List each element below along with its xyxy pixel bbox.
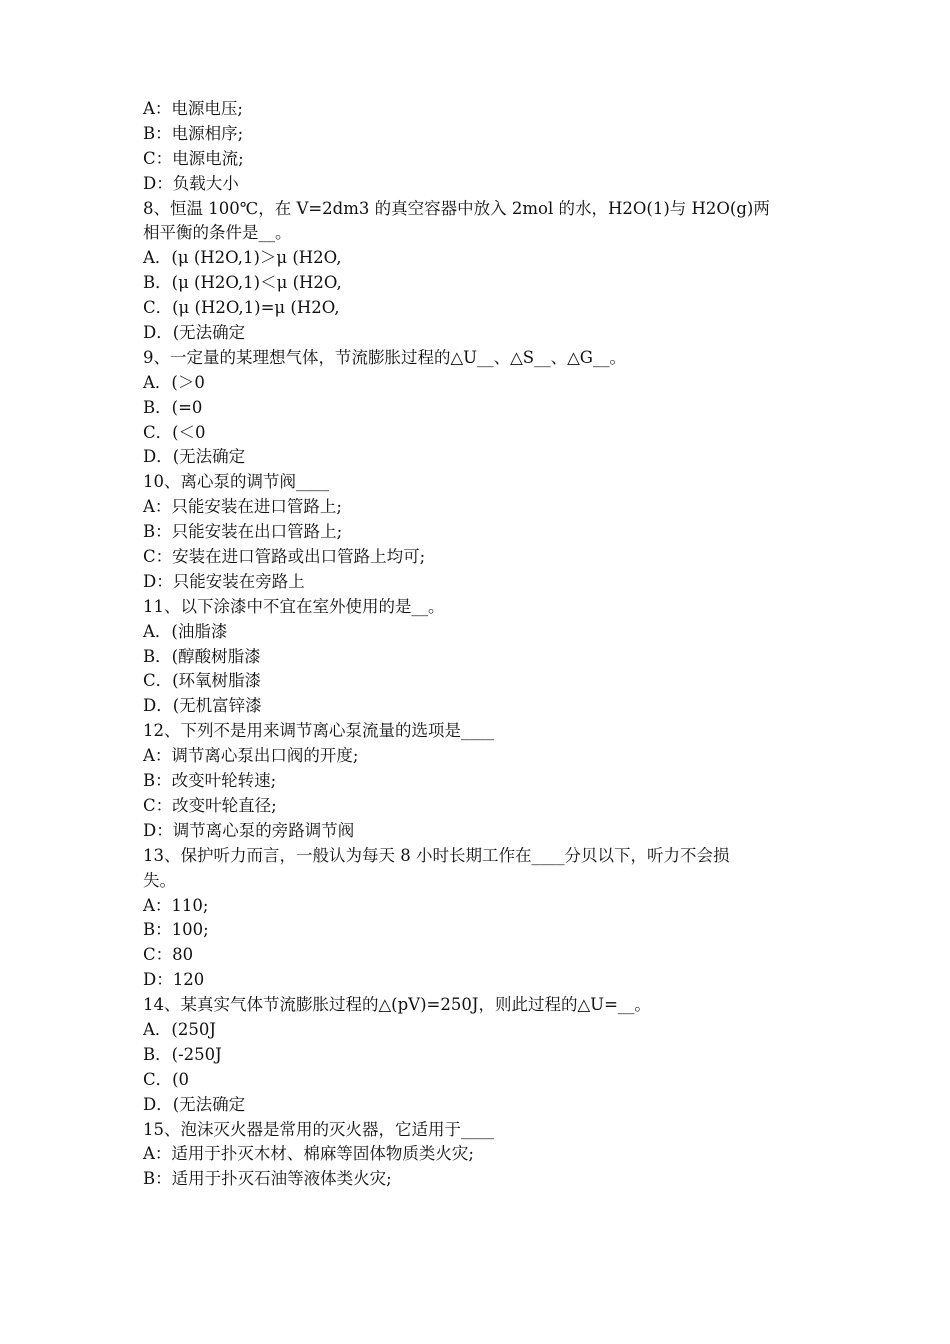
option-line: D：调节离心泵的旁路调节阀 (143, 820, 355, 840)
option-line: C．(μ (H2O,1)=μ (H2O, (143, 298, 340, 318)
option-line: B．(醇酸树脂漆 (143, 646, 261, 666)
option-line: C：安装在进口管路或出口管路上均可; (143, 547, 426, 567)
option-line: C：80 (143, 945, 194, 965)
question-8-line-2: 相平衡的条件是__。 (143, 223, 292, 243)
option-line: B：适用于扑灭石油等液体类火灾; (143, 1169, 392, 1189)
option-line: A：调节离心泵出口阀的开度; (143, 746, 359, 766)
option-line: A：只能安装在进口管路上; (143, 497, 342, 517)
option-line: D：120 (143, 970, 205, 990)
question-15: 15、泡沫灭火器是常用的灭火器，它适用于____ (143, 1119, 494, 1139)
option-line: A．(油脂漆 (143, 621, 228, 641)
option-line: C．(0 (143, 1069, 190, 1089)
option-line: B．(=0 (143, 397, 203, 417)
question-13-line-2: 失。 (143, 870, 176, 890)
option-line: A：适用于扑灭木材、棉麻等固体物质类火灾; (143, 1144, 474, 1164)
option-line: D．(无法确定 (143, 323, 246, 343)
question-14: 14、某真实气体节流膨胀过程的△(pV)=250J，则此过程的△U=__。 (143, 995, 651, 1015)
option-line: C：改变叶轮直径; (143, 795, 277, 815)
option-line: B．(μ (H2O,1)＜μ (H2O, (143, 273, 342, 293)
option-line: A：110; (143, 895, 209, 915)
question-13-line-1: 13、保护听力而言，一般认为每天 8 小时长期工作在____分贝以下，听力不会损 (143, 845, 730, 865)
option-line: A．(250J (143, 1019, 216, 1039)
option-line: B．(-250J (143, 1044, 222, 1064)
question-9: 9、一定量的某理想气体，节流膨胀过程的△U__、△S__、△G__。 (143, 347, 626, 367)
option-line: A．(μ (H2O,1)＞μ (H2O, (143, 248, 342, 268)
text-line: C：电源电流; (143, 148, 244, 168)
option-line: D：只能安装在旁路上 (143, 571, 305, 591)
question-10: 10、离心泵的调节阀____ (143, 472, 329, 492)
option-line: B：改变叶轮转速; (143, 771, 277, 791)
option-line: D．(无法确定 (143, 447, 246, 467)
option-line: C．(环氧树脂漆 (143, 671, 262, 691)
text-line: A：电源电压; (143, 99, 243, 118)
question-12: 12、下列不是用来调节离心泵流量的选项是____ (143, 721, 494, 741)
option-line: B：只能安装在出口管路上; (143, 522, 343, 542)
document-body (143, 97, 823, 1192)
question-11: 11、以下涂漆中不宜在室外使用的是__。 (143, 596, 445, 616)
option-line: B：100; (143, 920, 209, 940)
option-line: A．(＞0 (143, 372, 205, 392)
option-line: D．(无法确定 (143, 1094, 246, 1114)
text-line: B：电源相序; (143, 123, 244, 143)
text-line: D：负载大小 (143, 173, 239, 193)
option-line: C．(＜0 (143, 422, 206, 442)
option-line: D．(无机富锌漆 (143, 696, 262, 716)
question-8-line-1: 8、恒温 100℃，在 V=2dm3 的真空容器中放入 2mol 的水，H2O(1)与 H2O(g)两 (143, 198, 770, 218)
